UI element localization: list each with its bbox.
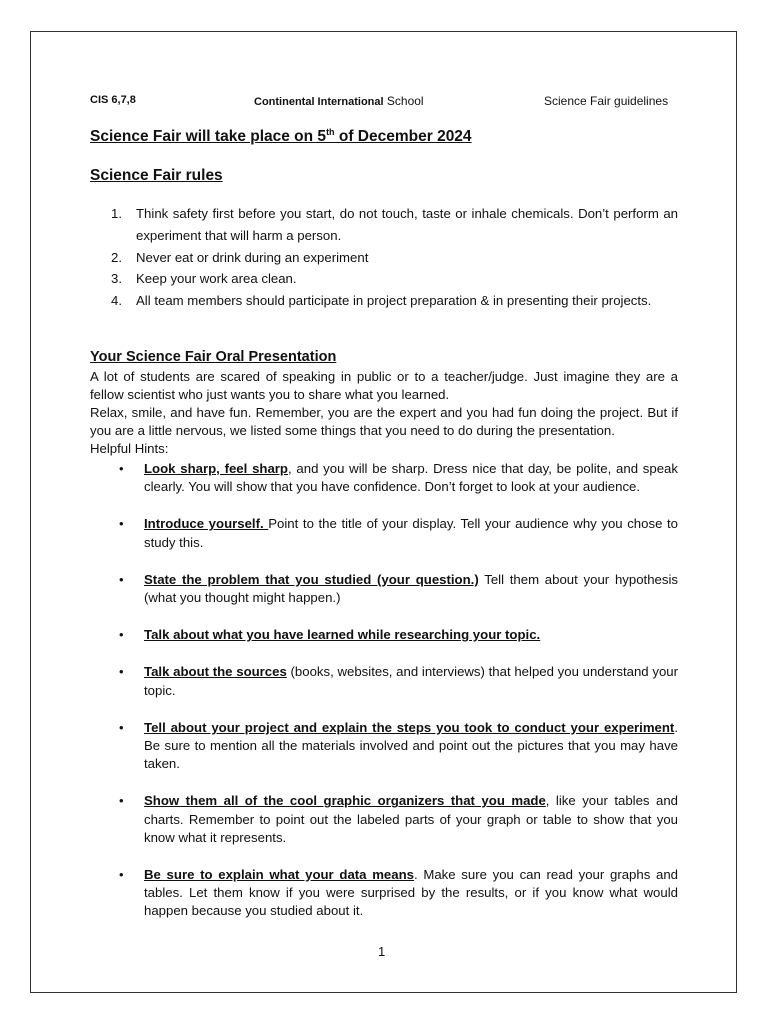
- hint-lead: Show them all of the cool graphic organizers that you made: [144, 793, 546, 809]
- headline-after: of December 2024: [334, 128, 472, 146]
- hints-list: [90, 460, 678, 921]
- hint-lead: Look sharp, feel sharp: [144, 461, 288, 476]
- rule-text: All team members should participate in project preparation & in presenting their projects.: [136, 293, 652, 309]
- rule-item: [90, 203, 678, 247]
- bullet-icon: •: [119, 719, 124, 735]
- intro-text: [90, 368, 678, 458]
- header-school-rest: School: [383, 94, 424, 108]
- rule-item: [90, 290, 678, 312]
- hint-lead: Tell about your project and explain the steps you took to conduct your experiment: [144, 719, 675, 735]
- rule-text: Never eat or drink during an experiment: [136, 249, 369, 265]
- headline-before: Science Fair will take place on 5: [90, 128, 327, 146]
- bullet-icon: •: [119, 867, 124, 883]
- hint-text: . Make sure you can read your graphs and tables. Let them know if you were surprised by the results, or if you know what would happen because you studied about it.: [144, 867, 679, 919]
- hint-text: Point to the title of your display. Tell your audience why you chose to study this.: [144, 516, 678, 550]
- hint-item: [90, 719, 678, 774]
- rule-number: 3.: [111, 271, 122, 287]
- bullet-icon: •: [119, 516, 124, 532]
- hint-item: [90, 515, 678, 551]
- hint-item: [90, 663, 678, 699]
- header-doc-title: Science Fair guidelines: [544, 94, 669, 108]
- rules-heading: Science Fair rules: [90, 167, 223, 184]
- bullet-icon: •: [119, 793, 124, 809]
- header-school-bold: Continental International: [254, 96, 384, 108]
- rule-number: 1.: [111, 206, 122, 221]
- bullet-icon: •: [119, 627, 124, 643]
- hint-item: [90, 460, 678, 496]
- hint-lead: Introduce yourself.: [144, 516, 269, 532]
- rule-item: [90, 268, 678, 290]
- intro-paragraph: Relax, smile, and have fun. Remember, you are the expert and you had fun doing the project. But if you are a little nervous, we listed some things that you need to do during the presentation.: [90, 405, 678, 438]
- intro-paragraph: A lot of students are scared of speaking in public or to a teacher/judge. Just imagine they are a fellow scientist who just wants you to share what you learned.: [90, 369, 678, 402]
- hint-lead: Talk about the sources: [144, 664, 287, 680]
- hint-item: [90, 571, 678, 607]
- bullet-icon: •: [119, 461, 124, 476]
- bullet-icon: •: [119, 664, 124, 680]
- header-class-code: CIS 6,7,8: [90, 94, 136, 106]
- presentation-heading: Your Science Fair Oral Presentation: [90, 349, 337, 365]
- hint-item: [90, 866, 678, 921]
- rule-number: 2.: [111, 249, 122, 265]
- hint-text: , and you will be sharp. Dress nice that day, be polite, and speak clearly. You will show that you have confidence. Don’t forget to look at your audience.: [144, 461, 678, 495]
- hint-item: [90, 792, 678, 847]
- hint-text: (books, websites, and interviews) that helped you understand your topic.: [144, 664, 678, 698]
- hint-lead: Be sure to explain what your data means: [144, 867, 414, 883]
- rule-item: [90, 247, 678, 269]
- hint-lead: Talk about what you have learned while researching your topic.: [144, 627, 541, 643]
- rules-list: [90, 203, 678, 312]
- event-date-heading: [90, 127, 472, 146]
- hint-lead: State the problem that you studied (your question.): [144, 571, 479, 587]
- rule-text: Think safety first before you start, do not touch, taste or inhale chemicals. Don’t perform an experiment that will harm a person.: [136, 206, 678, 243]
- page-number: 1: [378, 944, 386, 959]
- hint-text: , like your tables and charts. Remember to point out the labeled parts of your graph or table to show that you know what it represents.: [144, 793, 678, 845]
- bullet-icon: •: [119, 571, 124, 587]
- headline-sup: th: [326, 127, 335, 137]
- hint-item: [90, 626, 678, 644]
- header-school-name: [254, 94, 424, 108]
- hint-text: Tell them about your hypothesis (what you thought might happen.): [144, 571, 678, 606]
- helpful-hints-label: Helpful Hints:: [90, 441, 169, 456]
- hint-text: . Be sure to mention all the materials involved and point out the pictures that you may have taken.: [144, 719, 678, 772]
- rule-number: 4.: [111, 293, 122, 309]
- rule-text: Keep your work area clean.: [136, 271, 297, 287]
